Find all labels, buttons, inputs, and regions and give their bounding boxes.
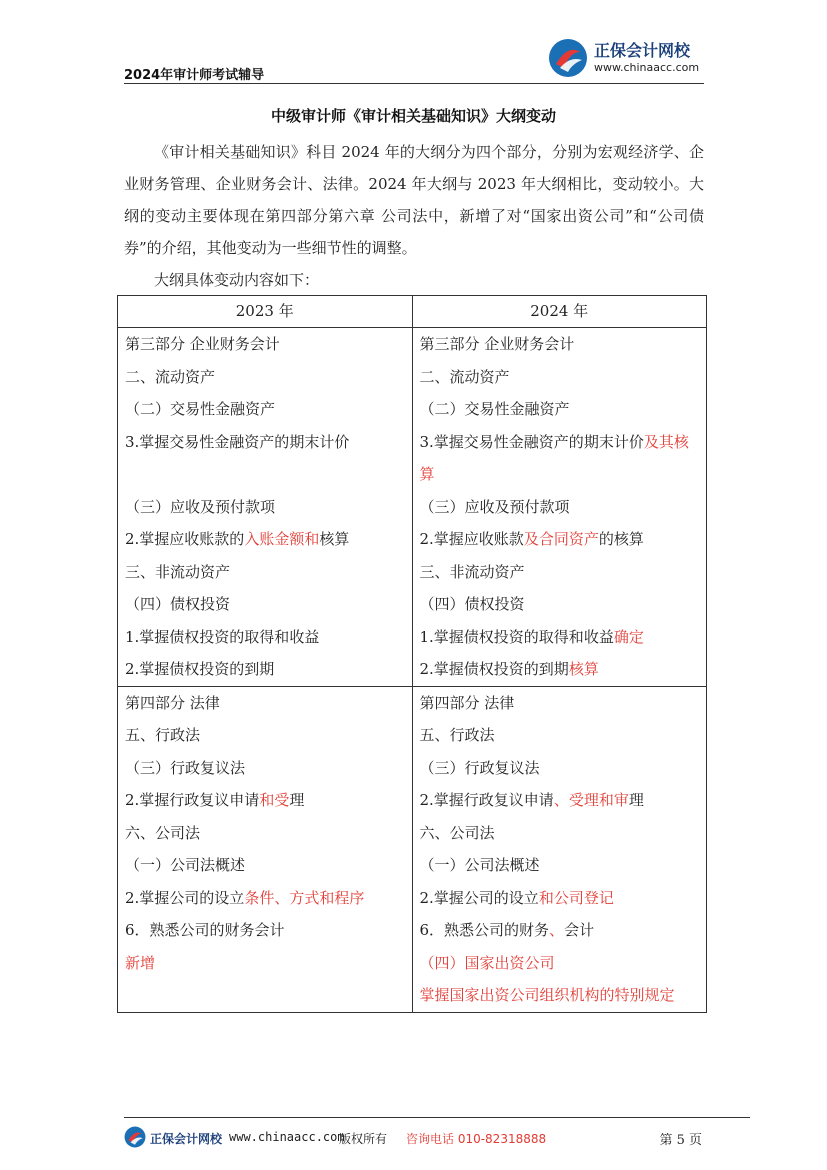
outline-text: 三、非流动资产	[419, 562, 525, 581]
syllabus-comparison-table	[117, 295, 707, 1013]
outline-text: 第三部分 企业财务会计	[125, 335, 280, 353]
outline-text: 理	[289, 791, 305, 809]
outline-text: （三）应收及预付款项	[125, 497, 276, 516]
outline-line	[420, 719, 700, 752]
footer-logo-icon	[124, 1126, 146, 1148]
outline-line	[125, 621, 405, 654]
header-divider	[124, 83, 704, 84]
outline-line	[420, 817, 700, 850]
outline-line	[125, 882, 405, 915]
changed-text: 、受理和审	[553, 791, 629, 809]
outline-text: 第三部分 企业财务会计	[419, 335, 575, 353]
outline-text: 2.掌握债权投资的到期	[419, 660, 569, 678]
outline-line	[420, 653, 700, 686]
changed-text: 及其核算	[419, 432, 689, 483]
cell-2023	[118, 686, 413, 1012]
outline-text: 第四部分 法律	[419, 693, 515, 712]
outline-text: （三）应收及预付款项	[419, 497, 570, 516]
outline-line	[125, 849, 405, 882]
outline-line	[125, 361, 405, 394]
outline-line	[420, 588, 700, 621]
outline-text: 二、流动资产	[125, 367, 216, 386]
outline-line	[420, 621, 700, 654]
table-row	[118, 328, 707, 687]
outline-text: （四）债权投资	[125, 595, 231, 613]
outline-line	[125, 947, 405, 980]
outline-text: 1.掌握债权投资的取得和收益	[125, 627, 320, 646]
outline-text: 核算	[319, 530, 350, 548]
outline-line	[125, 393, 405, 426]
outline-text: 2.掌握公司的设立	[125, 888, 245, 907]
logo-icon	[548, 38, 588, 78]
header-title: 2024年审计师考试辅导	[124, 68, 265, 83]
outline-text: 五、行政法	[125, 726, 201, 744]
table-intro: 大纲具体变动内容如下：	[154, 271, 320, 289]
table-row	[118, 686, 707, 1012]
logo-url: www.chinaacc.com	[594, 61, 700, 74]
table-header-row	[118, 296, 707, 328]
outline-text: 2.掌握行政复议申请	[125, 791, 260, 809]
outline-line	[125, 653, 405, 686]
outline-text: （三）行政复议法	[125, 758, 246, 777]
page-number: 第 5 页	[659, 1133, 702, 1148]
outline-text: 6．熟悉公司的财务会计	[125, 921, 285, 939]
document-title: 中级审计师《审计相关基础知识》大纲变动	[270, 107, 556, 125]
outline-line	[420, 947, 700, 980]
outline-line	[420, 361, 700, 394]
outline-text: 6．熟悉公司的财务	[419, 921, 550, 939]
outline-text: 会计	[564, 921, 595, 939]
outline-text: 1.掌握债权投资的取得和收益	[419, 627, 614, 646]
intro-paragraph: 《审计相关基础知识》科目 2024 年的大纲分为四个部分，分别为宏观经济学、企业财务管理、企业财务会计、法律。2024 年大纲与 2023 年大纲相比，变动较小。大纲的变动主要体现在第四部分第六章 公司法中，新增了对“国家出资公司”和“公司债券”的介绍，其他变动为一些细节性的调整。	[124, 143, 704, 257]
changed-text: 新增	[125, 953, 156, 972]
cell-2024	[412, 328, 707, 687]
outline-line	[125, 556, 405, 589]
outline-line	[125, 784, 405, 817]
changed-text: 条件、方式和程序	[244, 888, 365, 907]
changed-text: 确定	[613, 627, 644, 646]
brand-logo[interactable]	[548, 38, 718, 82]
outline-line	[420, 979, 700, 1012]
outline-text: 3.掌握交易性金融资产的期末计价	[419, 432, 644, 451]
footer-rights: 版权所有	[339, 1132, 388, 1146]
changed-text: 核算	[568, 660, 599, 678]
page-footer	[124, 1126, 704, 1150]
footer-divider	[124, 1117, 750, 1118]
footer-url[interactable]: www.chinaacc.com	[229, 1130, 345, 1144]
outline-line	[420, 556, 700, 589]
outline-text: 三、非流动资产	[125, 562, 231, 581]
outline-text: （二）交易性金融资产	[125, 400, 276, 418]
outline-line	[125, 817, 405, 850]
cell-2024	[412, 686, 707, 1012]
outline-line	[125, 523, 405, 556]
outline-line	[125, 588, 405, 621]
outline-text: 五、行政法	[419, 726, 495, 744]
changed-text: （四）国家出资公司	[419, 953, 555, 972]
footer-phone: 咨询电话 010-82318888	[406, 1132, 547, 1146]
outline-line	[125, 914, 405, 947]
outline-line	[420, 328, 700, 361]
changed-text: 及合同资产	[523, 530, 599, 548]
outline-text: （三）行政复议法	[419, 758, 540, 777]
changed-text: 入账金额和	[244, 530, 320, 548]
outline-line	[125, 687, 405, 720]
outline-line	[420, 426, 700, 491]
outline-line	[420, 914, 700, 947]
outline-text: 2.掌握应收账款的	[125, 530, 245, 548]
outline-line	[420, 491, 700, 524]
changed-text: 和公司登记	[538, 888, 614, 907]
outline-text: （四）债权投资	[419, 595, 525, 613]
outline-text: 二、流动资产	[419, 367, 510, 386]
outline-line	[420, 687, 700, 720]
outline-text: 2.掌握应收账款	[419, 530, 524, 548]
changed-text: 和受	[259, 791, 290, 809]
outline-text: （二）交易性金融资产	[419, 400, 570, 418]
outline-text: （一）公司法概述	[419, 856, 540, 874]
outline-text: 第四部分 法律	[125, 693, 220, 712]
outline-line	[125, 752, 405, 785]
footer-brand: 正保会计网校	[150, 1132, 223, 1146]
header-2023: 2023 年	[118, 296, 413, 328]
outline-line	[420, 882, 700, 915]
outline-text: 3.掌握交易性金融资产的期末计价	[125, 432, 350, 451]
outline-text: （一）公司法概述	[125, 856, 246, 874]
outline-text: 六、公司法	[419, 823, 495, 842]
outline-text: 六、公司法	[125, 823, 201, 842]
changed-text: 掌握国家出资公司组织机构的特别规定	[419, 986, 675, 1004]
header-2024: 2024 年	[412, 296, 707, 328]
outline-text: 2.掌握债权投资的到期	[125, 660, 275, 678]
changed-text: 、	[549, 921, 565, 939]
outline-line	[420, 752, 700, 785]
logo-name: 正保会计网校	[594, 41, 691, 60]
outline-line	[125, 458, 405, 491]
outline-text: 2.掌握公司的设立	[419, 888, 539, 907]
outline-line	[420, 393, 700, 426]
outline-line	[420, 849, 700, 882]
outline-line	[125, 328, 405, 361]
outline-line	[420, 784, 700, 817]
outline-text: 理	[628, 791, 644, 809]
outline-line	[125, 426, 405, 459]
outline-line	[420, 523, 700, 556]
outline-line	[125, 719, 405, 752]
cell-2023	[118, 328, 413, 687]
outline-line	[125, 491, 405, 524]
outline-text: 2.掌握行政复议申请	[419, 791, 554, 809]
outline-text: 的核算	[598, 530, 644, 548]
